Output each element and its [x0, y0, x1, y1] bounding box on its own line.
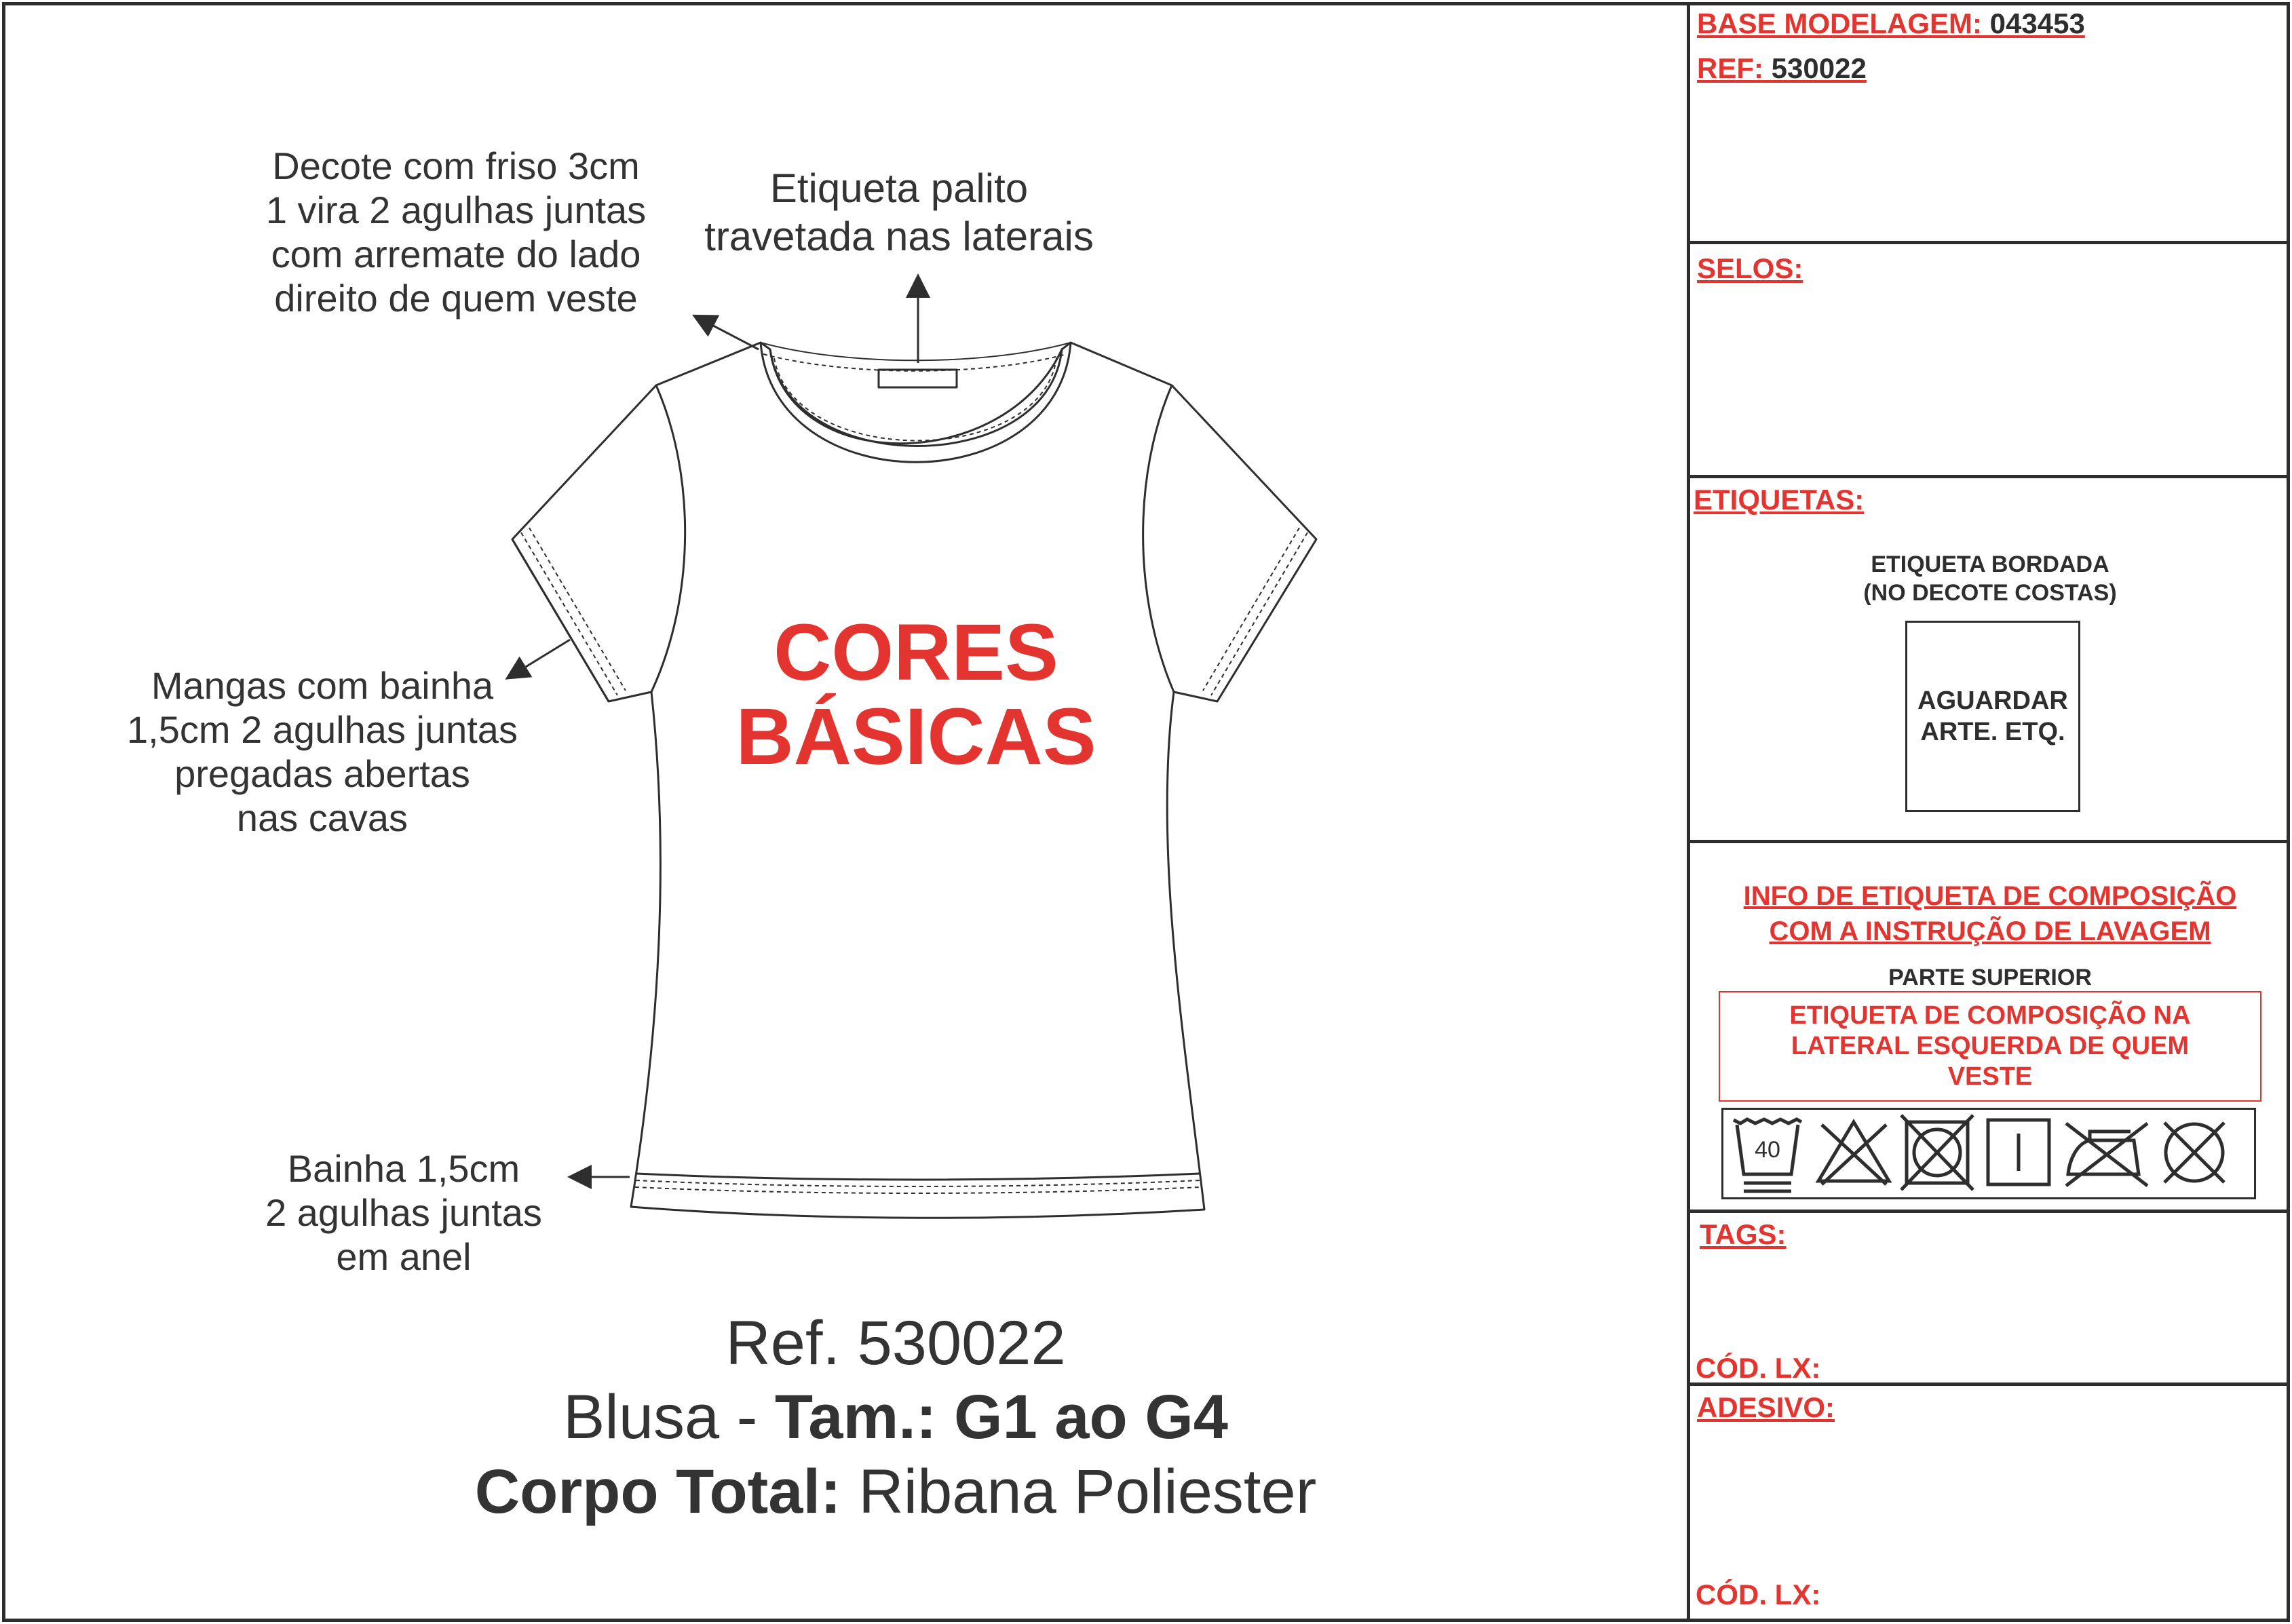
note-line: 2 agulhas juntas — [265, 1191, 542, 1234]
embroidered-label-line: ETIQUETA BORDADA — [1871, 552, 2109, 577]
colors-heading — [712, 608, 1120, 781]
ref-label-text: REF: — [1697, 52, 1763, 84]
awaiting-line: ARTE. ETQ. — [1920, 718, 2065, 746]
tags-section — [1690, 1213, 2290, 1386]
hem-note — [234, 1146, 573, 1279]
base-label-text: BASE MODELAGEM: — [1697, 7, 1982, 39]
composition-title-line: COM A INSTRUÇÃO DE LAVAGEM — [1769, 916, 2211, 946]
composition-box-line: LATERAL ESQUERDA DE QUEM — [1791, 1032, 2190, 1060]
product-name: Blusa - — [563, 1383, 775, 1452]
cod-lx-label: CÓD. LX: — [1696, 1352, 1821, 1384]
awaiting-line: AGUARDAR — [1917, 687, 2068, 715]
base-modelagem-value: 043453 — [1982, 7, 2085, 39]
ref-value: 530022 — [1763, 52, 1867, 84]
bottom-hem — [636, 1174, 1200, 1180]
size-range: Tam.: G1 ao G4 — [774, 1383, 1228, 1452]
body-material: Ribana Poliester — [841, 1457, 1317, 1526]
note-line: Decote com friso 3cm — [272, 144, 640, 187]
base-ref-section — [1690, 2, 2290, 244]
care-symbols — [1723, 1110, 2258, 1201]
sleeve-note — [109, 663, 536, 840]
colors-heading-line: BÁSICAS — [736, 692, 1096, 781]
note-line: Bainha 1,5cm — [287, 1147, 520, 1190]
no-bleach-icon — [1818, 1122, 1889, 1184]
upper-part-label: PARTE SUPERIOR — [1888, 965, 2092, 990]
note-line: nas cavas — [236, 796, 408, 839]
wash-temp-text: 40 — [1755, 1137, 1780, 1163]
composition-section — [1690, 843, 2290, 1213]
body-label: Corpo Total: — [474, 1457, 841, 1526]
no-tumble-dry-icon — [1901, 1115, 1973, 1190]
etiquetas-section — [1690, 478, 2290, 843]
footer-product — [285, 1382, 1506, 1452]
note-line: pregadas abertas — [174, 752, 470, 795]
selos-section — [1690, 244, 2290, 478]
no-dry-clean-icon — [2164, 1123, 2224, 1182]
etiquetas-label: ETIQUETAS: — [1694, 484, 1865, 516]
composition-title-line: INFO DE ETIQUETA DE COMPOSIÇÃO — [1743, 881, 2237, 911]
neckline-arrow — [698, 317, 759, 349]
care-symbols-box — [1721, 1108, 2256, 1199]
no-iron-icon — [2066, 1123, 2147, 1186]
note-line: em anel — [336, 1235, 472, 1278]
composition-box-line: VESTE — [1947, 1062, 2033, 1091]
note-line: Mangas com bainha — [151, 664, 494, 707]
composition-box-line: ETIQUETA DE COMPOSIÇÃO NA — [1789, 1001, 2191, 1030]
neck-label-tag — [879, 370, 957, 387]
note-line: 1 vira 2 agulhas juntas — [265, 189, 647, 231]
embroidered-label-title — [1690, 550, 2290, 607]
note-line: Etiqueta palito — [769, 166, 1029, 211]
line-dry-icon — [1988, 1120, 2049, 1184]
base-modelagem-label — [1697, 7, 2085, 40]
note-line: com arremate do lado — [271, 233, 641, 275]
note-line: travetada nas laterais — [704, 214, 1094, 259]
tags-label: TAGS: — [1700, 1218, 1787, 1250]
reference-text: Ref. 530022 — [725, 1309, 1066, 1378]
note-line: direito de quem veste — [274, 277, 638, 320]
footer-ref — [285, 1308, 1506, 1378]
awaiting-artwork-box — [1905, 621, 2080, 812]
adesivo-section — [1690, 1386, 2290, 1622]
composition-label-box — [1719, 991, 2261, 1102]
ref-label — [1697, 52, 1867, 85]
selos-label: SELOS: — [1697, 252, 1803, 284]
embroidered-label-line: (NO DECOTE COSTAS) — [1863, 580, 2117, 606]
spec-panel — [1687, 2, 2290, 1622]
neckline-note — [252, 144, 660, 320]
label-note — [679, 164, 1120, 260]
colors-heading-line: CORES — [773, 608, 1058, 697]
footer-body — [285, 1456, 1506, 1527]
adesivo-label: ADESIVO: — [1697, 1391, 1835, 1423]
cod-lx-label-2: CÓD. LX: — [1696, 1579, 1821, 1610]
note-line: 1,5cm 2 agulhas juntas — [127, 708, 518, 751]
composition-title — [1690, 878, 2290, 949]
